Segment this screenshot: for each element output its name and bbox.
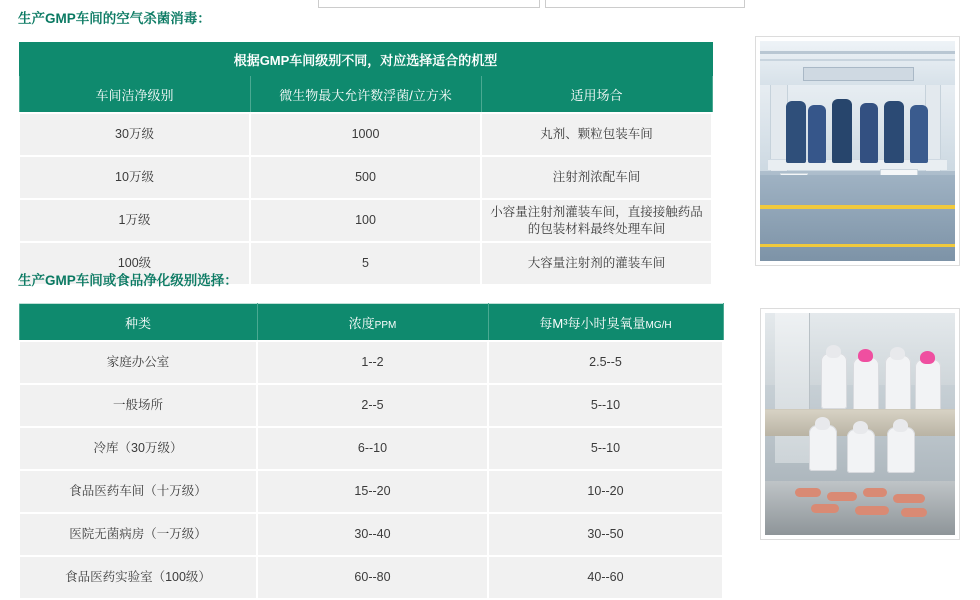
worker-figure xyxy=(860,103,878,163)
header-concentration-label: 浓度 xyxy=(348,315,375,331)
worker-hood xyxy=(826,345,841,358)
product-item xyxy=(811,504,839,513)
cell-concentration: 60--80 xyxy=(257,556,488,599)
worker-figure xyxy=(786,101,806,163)
product-item xyxy=(795,488,821,497)
product-item xyxy=(863,488,887,497)
table-row xyxy=(19,513,723,556)
cell-ozone: 5--10 xyxy=(488,427,723,470)
worker-hood-pink xyxy=(858,349,873,362)
cell-class: 1万级 xyxy=(19,199,250,242)
worker-hood-pink xyxy=(920,351,935,364)
cell-class: 30万级 xyxy=(19,113,250,156)
cell-microbes: 500 xyxy=(250,156,481,199)
table-row xyxy=(19,384,723,427)
cell-category: 家庭办公室 xyxy=(19,341,257,384)
cell-class: 100级 xyxy=(19,242,250,285)
cell-concentration: 1--2 xyxy=(257,341,488,384)
cell-category: 医院无菌病房（一万级） xyxy=(19,513,257,556)
product-item xyxy=(855,506,889,515)
worker-hood xyxy=(853,421,868,434)
top-partial-box-1 xyxy=(318,0,540,8)
table-row xyxy=(19,156,712,199)
table-row xyxy=(19,199,712,242)
worker-hood xyxy=(893,419,908,432)
ozone-concentration-table xyxy=(18,303,724,600)
cell-ozone: 5--10 xyxy=(488,384,723,427)
worker-figure xyxy=(821,353,847,409)
worker-hood xyxy=(815,417,830,430)
worker-figure xyxy=(847,429,875,473)
cell-ozone: 2.5--5 xyxy=(488,341,723,384)
section-title-purification-level: 生产GMP车间或食品净化级别选择： xyxy=(18,273,238,288)
cell-microbes: 100 xyxy=(250,199,481,242)
header-ozone-output xyxy=(488,304,723,342)
cell-category: 食品医药实验室（100级） xyxy=(19,556,257,599)
worker-figure xyxy=(887,427,915,473)
worker-figure xyxy=(884,101,904,163)
worker-figure xyxy=(885,355,911,411)
table-row xyxy=(19,470,723,513)
table-row xyxy=(19,113,712,156)
cell-microbes: 1000 xyxy=(250,113,481,156)
header-max-microbes: 微生物最大允许数浮菌/立方米 xyxy=(250,76,481,114)
gmp-class-table xyxy=(18,42,713,286)
product-item xyxy=(893,494,925,503)
ozone-table-body xyxy=(19,341,723,599)
cell-concentration: 2--5 xyxy=(257,384,488,427)
header-category-label: 种类 xyxy=(124,315,151,331)
table-header-row xyxy=(19,304,723,342)
product-item xyxy=(827,492,857,501)
worker-figure xyxy=(910,105,928,163)
header-category xyxy=(19,304,257,342)
table-header-row xyxy=(19,76,712,114)
food-processing-photo-inner xyxy=(765,313,955,535)
table-banner-row xyxy=(19,43,712,76)
cell-category: 一般场所 xyxy=(19,384,257,427)
floor xyxy=(760,175,955,261)
ozone-table-header xyxy=(19,304,723,342)
product-item xyxy=(901,508,927,517)
header-cleanliness-class: 车间洁净级别 xyxy=(19,76,250,114)
table-row xyxy=(19,341,723,384)
table-row xyxy=(19,556,723,599)
header-application: 适用场合 xyxy=(481,76,712,114)
cell-ozone: 10--20 xyxy=(488,470,723,513)
cell-application: 丸剂、颗粒包装车间 xyxy=(481,113,712,156)
gmp-table-banner: 根据GMP车间级别不同，对应选择适合的机型 xyxy=(19,43,712,76)
worker-figure xyxy=(853,357,879,411)
air-duct xyxy=(803,67,914,81)
top-partial-strip xyxy=(0,0,980,10)
floor-marking xyxy=(760,244,955,247)
pillar xyxy=(775,313,810,463)
ceiling-line xyxy=(760,51,955,54)
floor-marking xyxy=(760,205,955,209)
header-concentration-unit: PPM xyxy=(374,319,397,331)
worker-figure xyxy=(832,99,852,163)
cell-application: 注射剂浓配车间 xyxy=(481,156,712,199)
gmp-table-body xyxy=(19,113,712,285)
cell-ozone: 30--50 xyxy=(488,513,723,556)
ceiling-line xyxy=(760,59,955,61)
cell-concentration: 6--10 xyxy=(257,427,488,470)
worker-figure xyxy=(915,359,941,411)
cell-category: 冷库（30万级） xyxy=(19,427,257,470)
worker-figure xyxy=(809,425,837,471)
table-row xyxy=(19,427,723,470)
cell-application: 大容量注射剂的灌装车间 xyxy=(481,242,712,285)
food-processing-photo xyxy=(760,308,960,540)
cell-class: 10万级 xyxy=(19,156,250,199)
gmp-table-header xyxy=(19,76,712,114)
header-ozone-output-label: 每M³每小时臭氧量 xyxy=(539,315,646,331)
cleanroom-photo-inner xyxy=(760,41,955,261)
cell-concentration: 30--40 xyxy=(257,513,488,556)
worker-hood xyxy=(890,347,905,360)
cell-microbes: 5 xyxy=(250,242,481,285)
cell-ozone: 40--60 xyxy=(488,556,723,599)
worker-figure xyxy=(808,105,826,163)
cell-application: 小容量注射剂灌装车间，直接接触药品的包装材料最终处理车间 xyxy=(481,199,712,242)
header-concentration xyxy=(257,304,488,342)
header-ozone-output-unit: MG/H xyxy=(645,319,672,331)
top-partial-box-2 xyxy=(545,0,745,8)
cleanroom-photo xyxy=(755,36,960,266)
cell-concentration: 15--20 xyxy=(257,470,488,513)
cell-category: 食品医药车间（十万级） xyxy=(19,470,257,513)
section-title-gmp-air-sterilization: 生产GMP车间的空气杀菌消毒： xyxy=(18,11,211,26)
